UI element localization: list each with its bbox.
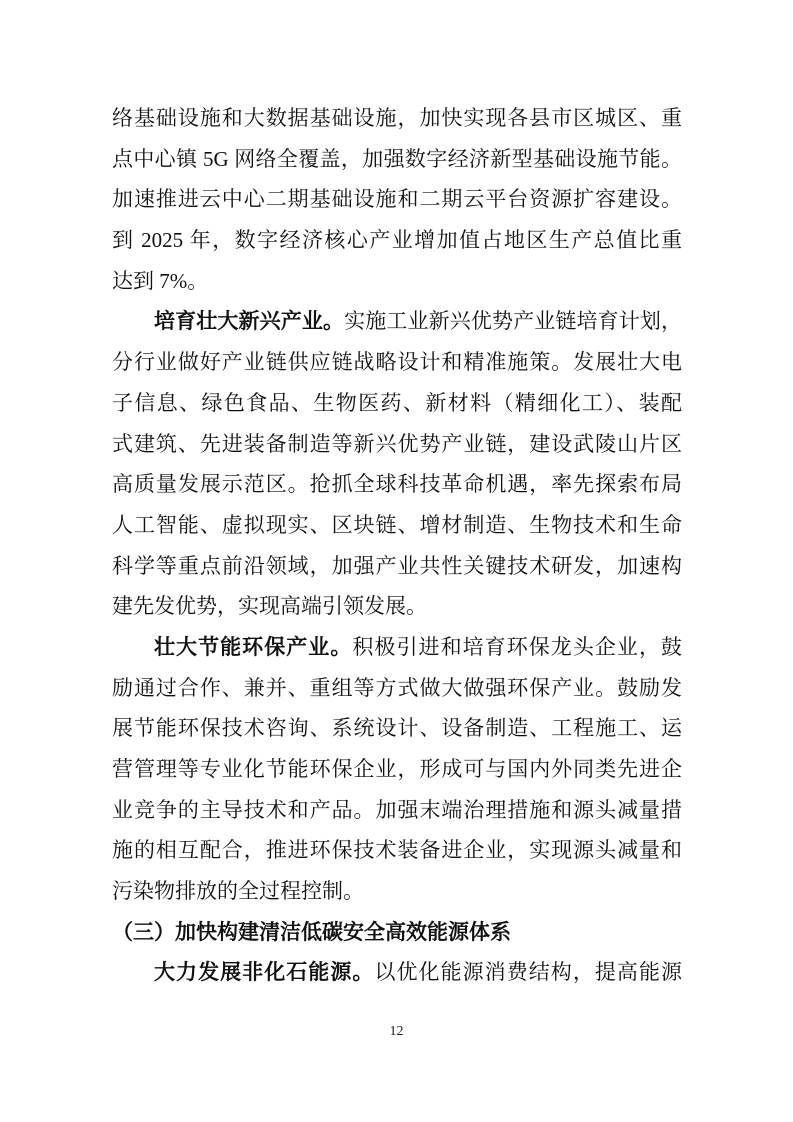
text-run: 以优化能源消费结构，提高能源	[374, 960, 682, 985]
text-line	[112, 627, 682, 668]
text-run: 实施工业新兴优势产业链培育计划，	[344, 309, 682, 334]
text-line: 人工智能、虚拟现实、区块链、增材制造、生物技术和生命	[112, 512, 682, 537]
text-line: 建先发优势，实现高端引领发展。	[112, 594, 427, 619]
text-line: 科学等重点前沿领域，加强产业共性关键技术研发，加速构	[112, 553, 682, 578]
text-line: 络基础设施和大数据基础设施，加快实现各县市区城区、重	[112, 106, 682, 130]
section-heading: （三）加快构建清洁低碳安全高效能源体系	[112, 919, 511, 944]
text-line: 加速推进云中心二期基础设施和二期云平台资源扩容建设。	[112, 187, 682, 212]
text-line: 子信息、绿色食品、生物医药、新材料（精细化工）、装配	[112, 390, 682, 415]
text-line: 点中心镇 5G 网络全覆盖，加强数字经济新型基础设施节能。	[112, 146, 682, 171]
text-line: 分行业做好产业链供应链战略设计和精准施策。发展壮大电	[112, 350, 682, 375]
text-line: 业竞争的主导技术和产品。加强末端治理措施和源头减量措	[112, 797, 682, 822]
emphasis-run: 大力发展非化石能源。	[154, 960, 375, 985]
text-line: 式建筑、先进装备制造等新兴优势产业链，建设武陵山片区	[112, 431, 682, 456]
text-line: 污染物排放的全过程控制。	[112, 879, 364, 904]
document-body	[112, 98, 682, 993]
emphasis-run: 壮大节能环保产业。	[154, 634, 353, 659]
text-line: 高质量发展示范区。抢抓全球科技革命机遇，率先探索布局	[112, 472, 682, 497]
text-line	[112, 952, 682, 993]
text-run: 积极引进和培育环保龙头企业，鼓	[352, 634, 682, 659]
text-line: 励通过合作、兼并、重组等方式做大做强环保产业。鼓励发	[112, 675, 682, 700]
text-line: 营管理等专业化节能环保企业，形成可与国内外同类先进企	[112, 757, 682, 781]
text-line: 到 2025 年，数字经济核心产业增加值占地区生产总值比重	[112, 228, 682, 253]
text-line: 施的相互配合，推进环保技术装备进企业，实现源头减量和	[112, 838, 682, 863]
page-number: 12	[389, 1024, 404, 1039]
text-line: 展节能环保技术咨询、系统设计、设备制造、工程施工、运	[112, 716, 682, 741]
text-line: 达到 7%。	[112, 268, 209, 293]
text-line	[112, 301, 682, 342]
emphasis-run: 培育壮大新兴产业。	[154, 309, 345, 334]
